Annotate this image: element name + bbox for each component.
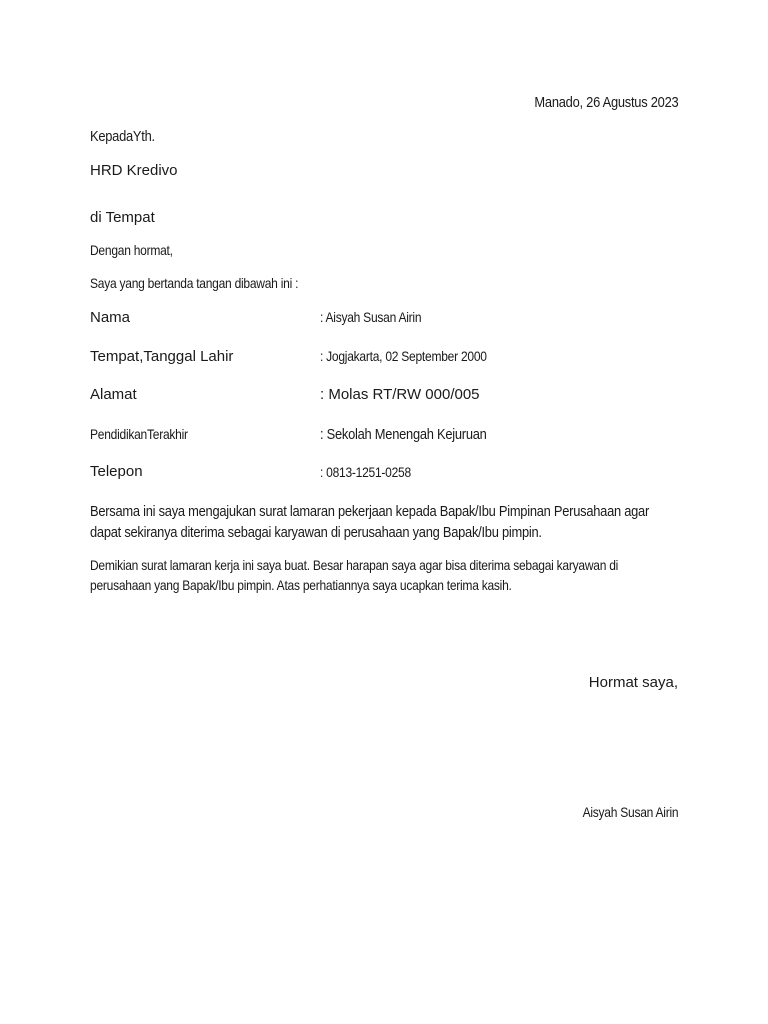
body-paragraph-2-line-2: perusahaan yang Bapak/Ibu pimpin. Atas perhatiannya saya ucapkan terima kasih. <box>90 577 512 593</box>
field-value-ttl: : Jogjakarta, 02 September 2000 <box>320 348 487 364</box>
field-value-alamat: : Molas RT/RW 000/005 <box>320 386 480 403</box>
field-value-telepon: : 0813-1251-0258 <box>320 464 411 480</box>
field-label-pendidikan: PendidikanTerakhir <box>90 426 188 442</box>
recipient-name: HRD Kredivo <box>90 162 178 179</box>
intro-line: Saya yang bertanda tangan dibawah ini : <box>90 275 299 291</box>
body-paragraph-1-line-1: Bersama ini saya mengajukan surat lamaran pekerjaan kepada Bapak/Ibu Pimpinan Perusahaan agar <box>90 503 650 520</box>
body-paragraph-2-line-1: Demikian surat lamaran kerja ini saya buat. Besar harapan saya agar bisa diterima sebagai karyawan di <box>90 557 619 573</box>
place-date: Manado, 26 Agustus 2023 <box>534 94 678 111</box>
field-label-ttl: Tempat,Tanggal Lahir <box>90 348 234 365</box>
field-value-pendidikan: : Sekolah Menengah Kejuruan <box>320 426 487 443</box>
greeting: Dengan hormat, <box>90 242 173 258</box>
closing: Hormat saya, <box>588 674 678 691</box>
field-value-nama: : Aisyah Susan Airin <box>320 309 422 325</box>
body-paragraph-1-line-2: dapat sekiranya diterima sebagai karyawan di perusahaan yang Bapak/Ibu pimpin. <box>90 524 542 541</box>
signature-name: Aisyah Susan Airin <box>582 804 678 820</box>
field-label-telepon: Telepon <box>90 463 143 480</box>
recipient-salutation: KepadaYth. <box>90 128 155 145</box>
field-label-alamat: Alamat <box>90 386 137 403</box>
recipient-location: di Tempat <box>90 209 155 226</box>
field-label-nama: Nama <box>90 309 131 326</box>
